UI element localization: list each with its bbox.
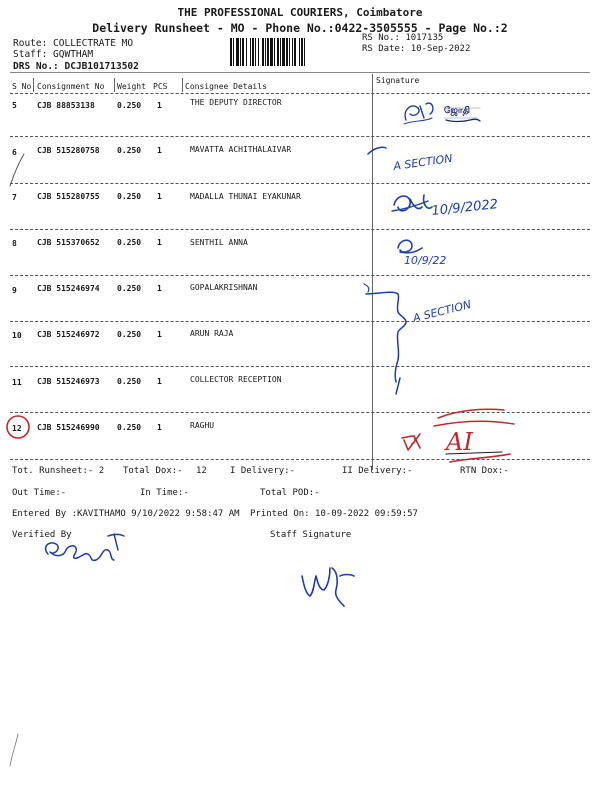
rs-number: RS No.: 1017135	[362, 33, 444, 43]
ii-delivery: II Delivery:-	[342, 466, 413, 476]
row-weight: 0.250	[117, 377, 142, 386]
row-weight: 0.250	[117, 238, 142, 247]
barcode-bar	[236, 38, 239, 66]
row-consignment: CJB 515246973	[37, 377, 100, 386]
handwritten-row6: A SECTION	[392, 151, 454, 173]
signature-row5	[398, 96, 508, 132]
signature-row6	[364, 140, 474, 176]
signature-row8	[394, 230, 484, 270]
row-rule	[10, 321, 590, 322]
verified-by-signature	[40, 528, 160, 572]
row-consignment: CJB 88853138	[37, 101, 95, 110]
row-consignee: COLLECTOR RECEPTION	[190, 375, 282, 384]
drs-label-text: DRS No.:	[13, 61, 59, 72]
drs-label	[13, 61, 139, 72]
row-consignee: THE DEPUTY DIRECTOR	[190, 98, 282, 107]
row-rule	[10, 275, 590, 276]
signature-row9-11	[362, 282, 502, 400]
signature-row7	[390, 185, 500, 225]
row-consignee: GOPALAKRISHNAN	[190, 283, 258, 292]
company-name: THE PROFESSIONAL COURIERS, Coimbatore	[177, 6, 423, 19]
row-weight: 0.250	[117, 101, 142, 110]
row-consignment: CJB 515246974	[37, 284, 100, 293]
barcode-bar	[304, 38, 305, 66]
handwritten-row9: A SECTION	[411, 297, 473, 325]
handwritten-row12: AI	[446, 428, 473, 456]
col-divider	[33, 78, 34, 92]
row-sno: 9	[12, 286, 17, 295]
barcode-bar	[294, 38, 296, 66]
col-header-consignment: Consignment No	[37, 82, 105, 91]
tot-runsheet: Tot. Runsheet:- 2	[12, 466, 105, 476]
barcode-bar	[250, 38, 251, 66]
barcode-bar	[230, 38, 232, 66]
row-consignee: ARUN RAJA	[190, 329, 234, 338]
signature-row12	[398, 404, 528, 470]
barcode-bar	[299, 38, 300, 66]
out-time: Out Time:-	[12, 488, 67, 498]
printed-on: Printed On: 10-09-2022 09:59:57	[250, 509, 418, 519]
row-consignment: CJB 515246990	[37, 423, 100, 432]
barcode-bar	[282, 38, 285, 66]
staff-signature-label: Staff Signature	[270, 530, 352, 540]
col-header-sno: S No	[12, 82, 32, 91]
row-weight: 0.250	[117, 330, 142, 339]
row-consignment: CJB 515370652	[37, 238, 100, 247]
row-consignment: CJB 515280758	[37, 146, 100, 155]
row-rule	[10, 136, 590, 137]
row-sno: 5	[12, 101, 17, 110]
signature-col-divider	[372, 74, 373, 470]
margin-stroke	[4, 150, 28, 190]
row-rule	[10, 183, 590, 184]
barcode-bar	[240, 38, 241, 66]
row-weight: 0.250	[117, 284, 142, 293]
row-pcs: 1	[157, 101, 162, 110]
col-header-weight: Weight	[117, 82, 146, 91]
barcode-bar	[277, 38, 279, 66]
row12-circle-mark	[4, 412, 34, 442]
row-sno: 6	[12, 148, 17, 157]
barcode-bar	[233, 38, 234, 66]
row-consignee: MAVATTA ACHITHALAIVAR	[190, 145, 292, 154]
row-weight: 0.250	[117, 192, 142, 201]
row-pcs: 1	[157, 284, 162, 293]
row-rule	[10, 229, 590, 230]
entered-by: Entered By :KAVITHAMO 9/10/2022 9:58:47 AM	[12, 509, 240, 519]
row-consignment: CJB 515280755	[37, 192, 100, 201]
total-dox-value: 12	[196, 466, 207, 476]
row-pcs: 1	[157, 146, 162, 155]
total-dox-label: Total Dox:-	[123, 466, 183, 476]
barcode-bar	[289, 38, 290, 66]
barcode-bar	[265, 38, 266, 66]
row-weight: 0.250	[117, 423, 142, 432]
row-weight: 0.250	[117, 146, 142, 155]
row-sno: 10	[12, 331, 22, 340]
barcode-bar	[246, 38, 247, 66]
barcode	[230, 38, 352, 66]
row-consignee: SENTHIL ANNA	[190, 238, 248, 247]
handwritten-row7: 10/9/2022	[430, 197, 499, 219]
handwritten-row8: 10/9/22	[404, 254, 447, 267]
col-header-consignee: Consignee Details	[185, 82, 267, 91]
col-divider	[182, 78, 183, 92]
header-top-rule	[10, 72, 590, 73]
barcode-bar	[242, 38, 244, 66]
row-consignee: RAGHU	[190, 421, 215, 430]
barcode-bar	[286, 38, 288, 66]
rtn-dox: RTN Dox:-	[460, 466, 509, 476]
header-bottom-rule	[10, 93, 590, 94]
barcode-bar	[270, 38, 273, 66]
row-sno: 8	[12, 239, 17, 248]
row-consignment: CJB 515246972	[37, 330, 100, 339]
row-pcs: 1	[157, 423, 162, 432]
i-delivery: I Delivery:-	[230, 466, 296, 476]
barcode-bar	[252, 38, 254, 66]
route-text: Route: COLLECTRATE MO	[13, 38, 134, 49]
row-rule	[10, 366, 590, 367]
row-consignee: MADALLA THUNAI EYAKUNAR	[190, 192, 301, 201]
col-divider	[114, 78, 115, 92]
row-pcs: 1	[157, 192, 162, 201]
row-sno: 11	[12, 378, 22, 387]
stamp-text-row5: ஜோதி	[444, 106, 470, 116]
margin-stroke	[6, 730, 22, 770]
row-pcs: 1	[157, 377, 162, 386]
drs-number: DCJB101713502	[64, 61, 139, 72]
runsheet-title: Delivery Runsheet - MO - Phone No.:0422-3505555 - Page No.:2	[92, 21, 508, 35]
total-pod: Total POD:-	[260, 488, 320, 498]
row-pcs: 1	[157, 330, 162, 339]
barcode-bar	[255, 38, 256, 66]
in-time: In Time:-	[140, 488, 189, 498]
rs-date: RS Date: 10-Sep-2022	[362, 44, 471, 54]
staff-text: Staff: GQWTHAM	[13, 49, 94, 60]
barcode-bar	[301, 38, 303, 66]
verified-by: Verified By	[12, 530, 72, 540]
row-sno: 7	[12, 193, 17, 202]
col-header-signature: Signature	[376, 76, 420, 85]
barcode-bar	[258, 38, 259, 66]
col-header-pcs: PCS	[153, 82, 168, 91]
barcode-bar	[280, 38, 281, 66]
row-sno: 12	[12, 424, 22, 433]
barcode-bar	[262, 38, 264, 66]
row-pcs: 1	[157, 238, 162, 247]
staff-signature	[292, 556, 362, 612]
barcode-bar	[274, 38, 275, 66]
barcode-bar	[292, 38, 293, 66]
barcode-bar	[267, 38, 269, 66]
